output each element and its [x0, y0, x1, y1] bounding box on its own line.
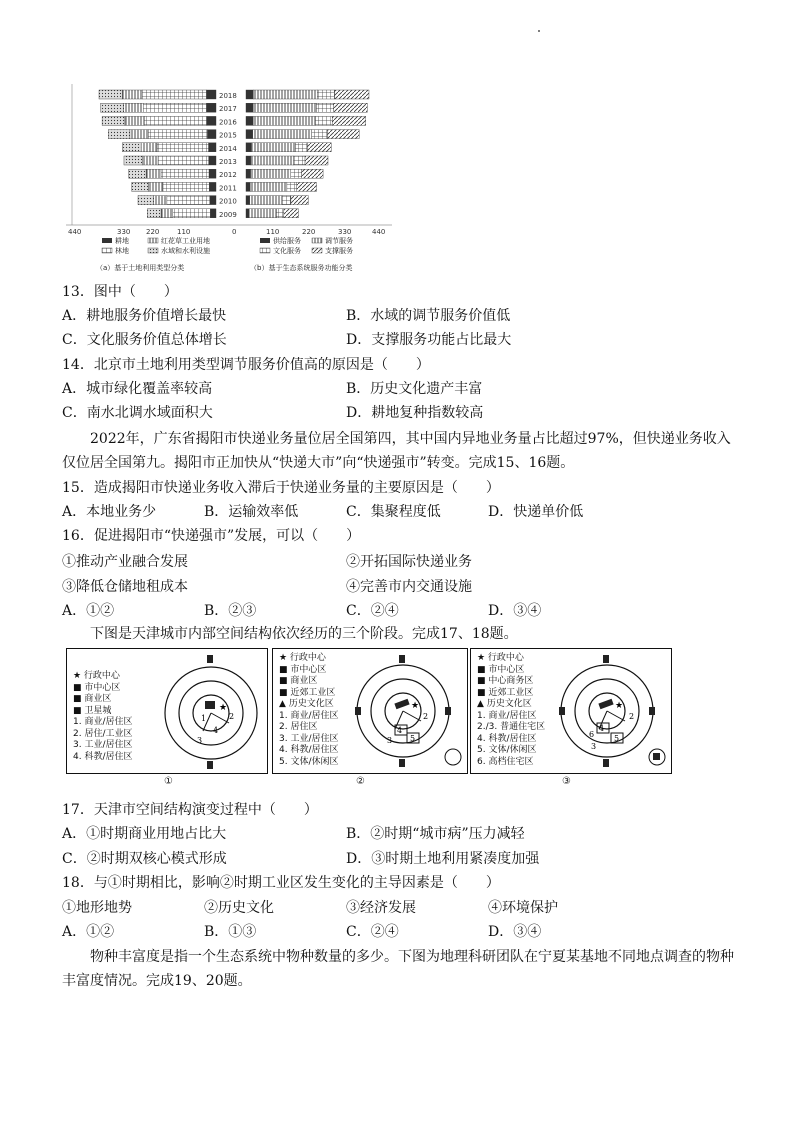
- left-bar-segment: [130, 130, 148, 139]
- left-tick-label: 440: [68, 228, 82, 236]
- left-bar-segment: [125, 116, 144, 125]
- right-bar-segment: [253, 90, 317, 99]
- intro-15-16: 2022年，广东省揭阳市快递业务量位居全国第四，其中国内异地业务量占比超过97%，但快递业务收入仅位居全国第九。揭阳市正加快从“快递大市”向“快递强市”转变。完成15、16题。: [62, 431, 731, 471]
- left-bar-segment: [211, 209, 216, 218]
- legend-item: 2./3. 普通住宅区: [477, 722, 546, 732]
- svg-text:5: 5: [410, 734, 416, 743]
- q18-option-a[interactable]: A．①②: [62, 924, 115, 940]
- svg-text:2: 2: [229, 712, 235, 721]
- left-bar-segment: [129, 169, 146, 178]
- svg-text:★: ★: [411, 701, 420, 711]
- page-mark: [538, 30, 540, 32]
- right-bar-segment: [246, 116, 253, 125]
- legend-item: ★ 行政中心: [477, 653, 524, 663]
- right-tick-label: 220: [302, 228, 316, 236]
- svg-text:★: ★: [615, 701, 624, 711]
- left-bar-segment: [132, 182, 149, 191]
- q16-option-c[interactable]: C．②④: [346, 603, 399, 619]
- svg-text:2: 2: [423, 712, 429, 721]
- right-tick-label: 0: [232, 228, 237, 236]
- year-label: 2017: [219, 105, 237, 114]
- right-bar-segment: [312, 130, 328, 139]
- q16-option-d[interactable]: D．③④: [488, 603, 542, 619]
- left-bar-segment: [210, 196, 216, 205]
- year-label: 2018: [219, 92, 237, 100]
- legend-item: ■ 近郊工业区: [279, 687, 336, 698]
- q17-option-b[interactable]: B．②时期“城市病”压力减轻: [346, 826, 525, 842]
- svg-text:支撑服务: 支撑服务: [325, 247, 353, 255]
- left-bar-segment: [122, 90, 142, 99]
- q16-option-b[interactable]: B．②③: [204, 603, 257, 619]
- right-bar-segment: [282, 196, 291, 205]
- right-bar-segment: [251, 143, 295, 152]
- q14-option-a[interactable]: A．城市绿化覆盖率较高: [62, 381, 213, 397]
- left-bar-segment: [124, 156, 142, 165]
- legend-item: ▲ 历史文化区: [279, 699, 334, 709]
- right-bar-segment: [307, 143, 331, 152]
- left-bar-segment: [209, 169, 216, 178]
- right-tick-label: 330: [338, 228, 352, 236]
- year-label: 2014: [219, 144, 237, 153]
- axis-ticks: [68, 228, 385, 236]
- q15-option-c[interactable]: C．集聚程度低: [346, 504, 441, 520]
- left-bar-segment: [141, 143, 157, 152]
- left-bar-segment: [101, 103, 124, 112]
- svg-text:6: 6: [589, 730, 595, 739]
- panel-1-map: [163, 653, 267, 771]
- left-bar-segment: [157, 143, 208, 152]
- legend-item: ■ 中心商务区: [477, 676, 534, 686]
- q16-statement-2: ②开拓国际快递业务: [346, 554, 472, 570]
- q18-option-c[interactable]: C．②④: [346, 924, 399, 940]
- left-bar-segment: [173, 209, 211, 218]
- svg-text:2: 2: [629, 712, 635, 721]
- right-bar-segment: [253, 116, 315, 125]
- left-bar-segment: [144, 116, 207, 125]
- year-labels: [219, 92, 237, 219]
- left-bar-segment: [161, 169, 209, 178]
- right-bar-segment: [291, 196, 308, 205]
- q18-statement-2: ②历史文化: [204, 900, 274, 916]
- left-bar-segment: [207, 103, 216, 112]
- legend-item: 5. 文体/休闲区: [477, 745, 537, 755]
- q18-statement-3: ③经济发展: [346, 900, 416, 916]
- q14-option-c[interactable]: C．南水北调水域面积大: [62, 405, 213, 421]
- legend-item: 2. 居住区: [279, 722, 318, 732]
- legend-item: 3. 工业/居住区: [279, 733, 339, 744]
- year-label: 2013: [219, 158, 237, 166]
- svg-text:供给服务: 供给服务: [273, 237, 301, 245]
- year-label: 2011: [219, 184, 237, 193]
- left-bar-segment: [138, 196, 154, 205]
- right-bar-segment: [333, 103, 367, 112]
- panel-3-map: [551, 653, 669, 771]
- svg-text:4: 4: [213, 726, 219, 735]
- legend-item: ■ 近郊工业区: [477, 687, 534, 698]
- right-bar-segment: [317, 90, 334, 99]
- right-bar-segment: [253, 130, 312, 139]
- svg-text:4: 4: [599, 724, 605, 733]
- legend-item: 1. 商业/居住区: [279, 710, 339, 721]
- right-bar-segment: [251, 156, 294, 165]
- right-bar-segment: [250, 196, 282, 205]
- q16-stem: 16．促进揭阳市“快递强市”发展，可以（ ）: [62, 528, 361, 544]
- q17-stem: 17．天津市空间结构演变过程中（ ）: [62, 802, 318, 818]
- year-label: 2015: [219, 131, 237, 140]
- q15-option-d[interactable]: D．快递单价低: [488, 504, 584, 520]
- left-bar-segment: [207, 130, 216, 139]
- right-bar-segment: [276, 209, 283, 218]
- panel-2-label: ②: [356, 776, 365, 787]
- year-label: 2012: [219, 171, 237, 180]
- svg-text:红花草工业用地: 红花草工业用地: [161, 237, 210, 245]
- svg-text:4: 4: [397, 726, 403, 735]
- right-bar-segment: [251, 169, 291, 178]
- left-bar-segment: [148, 130, 207, 139]
- q18-stem: 18．与①时期相比，影响②时期工业区发生变化的主导因素是（ ）: [62, 875, 500, 891]
- legend-item: 6. 高档住宅区: [477, 756, 534, 767]
- right-bar-segment: [297, 182, 317, 191]
- q15-option-b[interactable]: B．运输效率低: [204, 504, 299, 520]
- right-bar-segment: [246, 169, 251, 178]
- svg-text:1: 1: [201, 714, 207, 723]
- left-tick-label: 220: [146, 228, 160, 236]
- right-bar-segment: [287, 182, 297, 191]
- year-label: 2009: [219, 210, 237, 219]
- year-label: 2016: [219, 118, 237, 127]
- svg-text:3: 3: [591, 742, 597, 751]
- q13-stem: 13．图中（ ）: [62, 284, 178, 300]
- right-bar-segment: [246, 182, 250, 191]
- q18-statement-1: ①地形地势: [62, 900, 132, 916]
- q16-option-a[interactable]: A．①②: [62, 603, 115, 619]
- panel-1-label: ①: [164, 776, 173, 787]
- left-bar-segment: [149, 182, 163, 191]
- q17-option-d[interactable]: D．③时期土地利用紧凑度加强: [346, 851, 540, 867]
- q13-option-d[interactable]: D．支撑服务功能占比最大: [346, 332, 512, 348]
- left-bar-segment: [146, 169, 161, 178]
- q18-option-d[interactable]: D．③④: [488, 924, 542, 940]
- left-bar-segment: [207, 90, 216, 99]
- right-bar-segment: [315, 116, 332, 125]
- right-bar-segment: [246, 130, 253, 139]
- right-bar-segment: [327, 130, 359, 139]
- left-bar-segment: [207, 116, 216, 125]
- q13-option-c[interactable]: C．文化服务价值总体增长: [62, 332, 227, 348]
- caption-b: （b）基于生态系统服务功能分类: [250, 264, 353, 272]
- legend-item: ▲ 历史文化区: [477, 699, 532, 709]
- left-tick-label: 110: [177, 228, 191, 236]
- intro-17-18: 下图是天津城市内部空间结构依次经历的三个阶段。完成17、18题。: [90, 626, 518, 642]
- right-bar-segment: [335, 90, 369, 99]
- right-tick-label: 110: [266, 228, 280, 236]
- left-bar-segment: [158, 156, 209, 165]
- legend-item: 4. 科教/居住区: [477, 733, 537, 744]
- q14-stem: 14．北京市土地利用类型调节服务价值高的原因是（ ）: [62, 357, 430, 373]
- q16-statement-4: ④完善市内交通设施: [346, 579, 472, 595]
- q15-stem: 15．造成揭阳市快递业务收入滞后于快递业务量的主要原因是（ ）: [62, 480, 500, 496]
- panel-2-map: [353, 653, 465, 771]
- right-bar-segment: [249, 209, 276, 218]
- svg-text:3: 3: [387, 736, 393, 745]
- legend-item: ■ 商业区: [279, 676, 318, 686]
- left-bar-segment: [154, 196, 167, 205]
- city-panel-3: [470, 648, 672, 774]
- q17-option-a[interactable]: A．①时期商业用地占比大: [62, 826, 227, 842]
- legend-item: 4. 科教/居住区: [73, 751, 133, 762]
- right-bar-segment: [246, 143, 251, 152]
- right-bar-segment: [246, 196, 250, 205]
- q13-option-b[interactable]: B．水域的调节服务价值低: [346, 308, 511, 324]
- right-bar-segment: [253, 103, 316, 112]
- legend-item: 5. 文体/休闲区: [279, 756, 339, 767]
- svg-text:水域和水利设施: 水域和水利设施: [161, 247, 210, 255]
- svg-text:3: 3: [197, 736, 203, 745]
- legend-item: 4. 科教/居住区: [279, 745, 339, 755]
- legend-item: 3. 工业/居住区: [73, 740, 133, 750]
- left-bar-segment: [102, 116, 125, 125]
- right-bar-segment: [246, 103, 253, 112]
- svg-text:林地: 林地: [115, 247, 129, 255]
- left-bar-segment: [99, 90, 122, 99]
- right-bar-segment: [332, 116, 366, 125]
- year-label: 2010: [219, 197, 237, 206]
- ecosystem-service-chart: [62, 80, 392, 276]
- right-bar-segment: [301, 169, 323, 178]
- left-bar-segment: [143, 103, 206, 112]
- q14-option-b[interactable]: B．历史文化遗产丰富: [346, 381, 483, 397]
- legend-item: 1. 商业/居住区: [477, 710, 537, 721]
- legend-item: ■ 市中心区: [73, 682, 121, 693]
- right-legend: [260, 236, 353, 255]
- right-tick-label: 440: [372, 228, 386, 236]
- legend-item: ★ 行政中心: [73, 671, 120, 681]
- caption-a: （a）基于土地利用类型分类: [96, 264, 185, 272]
- q16-statement-3: ③降低仓储地租成本: [62, 579, 188, 595]
- legend-item: ■ 卫星城: [73, 705, 112, 716]
- svg-text:耕地: 耕地: [115, 237, 129, 245]
- q13-option-a[interactable]: A．耕地服务价值增长最快: [62, 308, 227, 324]
- left-bar-segment: [142, 156, 158, 165]
- legend-item: ■ 市中心区: [279, 664, 327, 675]
- right-bar-segment: [295, 143, 307, 152]
- q17-option-c[interactable]: C．②时期双核心模式形成: [62, 851, 227, 867]
- right-bar-segment: [246, 90, 253, 99]
- svg-text:★: ★: [219, 703, 228, 713]
- svg-text:5: 5: [614, 734, 620, 743]
- left-bar-segment: [209, 156, 216, 165]
- city-panel-1: [66, 648, 268, 774]
- legend-item: 1. 商业/居住区: [73, 717, 133, 727]
- legend-item: ★ 行政中心: [279, 653, 326, 663]
- q16-statement-1: ①推动产业融合发展: [62, 554, 188, 570]
- left-bar-segment: [209, 143, 216, 152]
- right-bars: [246, 90, 369, 218]
- legend-item: ■ 商业区: [73, 694, 112, 704]
- q18-option-b[interactable]: B．①③: [204, 924, 257, 940]
- svg-text:调节服务: 调节服务: [325, 237, 353, 245]
- q15-option-a[interactable]: A．本地业务少: [62, 504, 157, 520]
- right-bar-segment: [246, 209, 249, 218]
- right-bar-segment: [284, 209, 299, 218]
- intro-19-20: 物种丰富度是指一个生态系统中物种数量的多少。下图为地理科研团队在宁夏某基地不同地点调查的物种丰富度情况。完成19、20题。: [62, 949, 734, 989]
- right-bar-segment: [246, 156, 251, 165]
- left-bar-segment: [161, 209, 173, 218]
- svg-text:文化服务: 文化服务: [273, 247, 301, 255]
- left-tick-label: 330: [117, 228, 131, 236]
- right-bar-segment: [294, 156, 305, 165]
- left-bar-segment: [163, 182, 209, 191]
- q18-statement-4: ④环境保护: [488, 900, 558, 916]
- left-bar-segment: [209, 182, 216, 191]
- left-bar-segment: [122, 143, 141, 152]
- left-bar-segment: [124, 103, 144, 112]
- right-bar-segment: [250, 182, 287, 191]
- left-legend: [102, 236, 210, 255]
- city-panel-2: [272, 648, 468, 774]
- right-bar-segment: [316, 103, 333, 112]
- right-bar-segment: [291, 169, 302, 178]
- left-bar-segment: [147, 209, 161, 218]
- legend-item: ■ 市中心区: [477, 664, 525, 675]
- left-bar-segment: [142, 90, 206, 99]
- panel-3-label: ③: [562, 776, 571, 787]
- legend-item: 2. 居住/工业区: [73, 728, 133, 739]
- left-bar-segment: [108, 130, 130, 139]
- left-bar-segment: [167, 196, 210, 205]
- left-bars: [99, 90, 216, 218]
- right-bar-segment: [305, 156, 328, 165]
- q14-option-d[interactable]: D．耕地复种指数较高: [346, 405, 484, 421]
